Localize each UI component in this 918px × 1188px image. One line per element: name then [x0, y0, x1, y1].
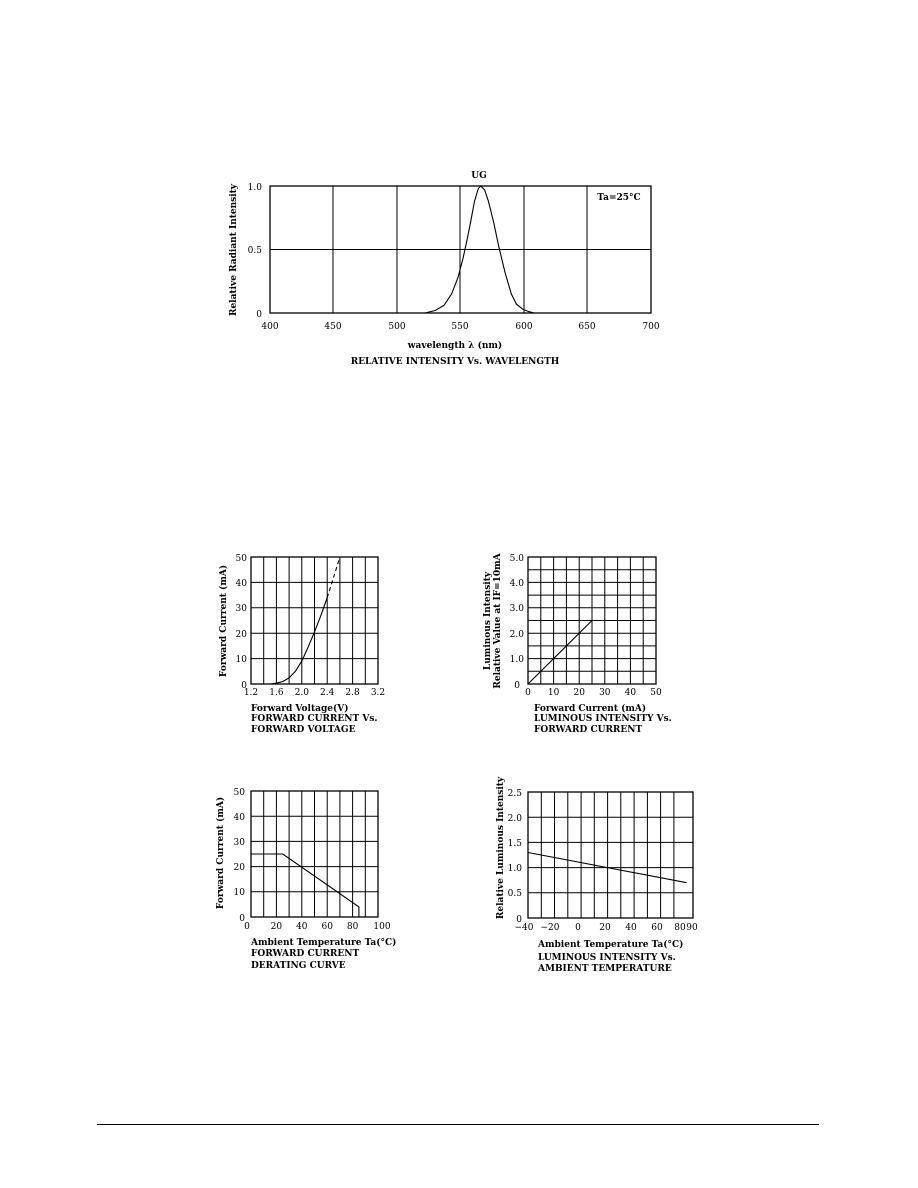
spectrum-grid	[270, 186, 651, 313]
x-tick-label: 1.6	[269, 688, 284, 698]
x-axis-label: Ambient Temperature Ta(°C)	[251, 938, 397, 948]
x-tick-label: 650	[578, 322, 596, 332]
x-tick-label: 700	[642, 322, 660, 332]
x-tick-label: 500	[388, 322, 406, 332]
y-tick-label: 2.0	[507, 814, 522, 824]
x-tick-label: 2.4	[320, 688, 335, 698]
y-tick-label: 1.0	[509, 655, 524, 665]
y-tick-label: 0	[256, 310, 262, 320]
chart-caption: AMBIENT TEMPERATURE	[538, 964, 672, 974]
x-tick-label: 3.2	[370, 688, 386, 698]
chart-caption: FORWARD CURRENT Vs.	[251, 714, 378, 724]
y-tick-label: 4.0	[509, 579, 524, 589]
y-tick-label: 10	[235, 655, 247, 665]
y-tick-label: 30	[233, 838, 245, 848]
x-tick-label: −20	[540, 923, 560, 933]
li-current-line	[528, 621, 592, 685]
derating-line	[251, 854, 359, 917]
footer-rule	[97, 1124, 819, 1125]
x-axis-label: Forward Voltage(V)	[251, 704, 349, 714]
y-tick-label: 0.5	[507, 889, 522, 899]
x-tick-label: 2.8	[345, 688, 360, 698]
chart-caption: DERATING CURVE	[251, 961, 346, 971]
x-tick-label: −40	[514, 923, 534, 933]
x-tick-label: 50	[650, 688, 662, 698]
x-axis-label: Forward Current (mA)	[534, 704, 647, 714]
y-tick-label: 1.0	[507, 864, 522, 874]
x-tick-label: 80	[674, 923, 686, 933]
derating-chart	[215, 788, 396, 971]
x-tick-label: 80	[346, 922, 359, 932]
y-tick-label: 50	[235, 554, 247, 564]
y-tick-label: 2.0	[509, 630, 524, 640]
x-tick-label: 1.2	[243, 688, 259, 698]
iv-grid	[251, 557, 378, 684]
x-tick-label: 30	[599, 688, 611, 698]
x-tick-label: 20	[599, 923, 611, 933]
chart-caption: FORWARD CURRENT	[251, 949, 360, 959]
x-tick-label: 0	[525, 688, 531, 698]
y-tick-label: 20	[233, 863, 245, 873]
x-tick-label: 40	[296, 922, 308, 932]
chart-title: UG	[471, 171, 487, 181]
y-axis-label: Relative Radiant Intensity	[229, 183, 239, 317]
chart-caption: RELATIVE INTENSITY Vs. WAVELENGTH	[350, 357, 560, 367]
y-tick-label: 0.5	[247, 246, 262, 256]
y-tick-label: 0	[514, 681, 520, 691]
y-axis-label: Forward Current (mA)	[219, 564, 229, 678]
chart-caption: LUMINOUS INTENSITY Vs.	[534, 714, 672, 724]
x-tick-label: 550	[451, 322, 469, 332]
x-tick-label: 20	[573, 688, 585, 698]
x-axis-label: wavelength λ (nm)	[407, 341, 503, 351]
y-tick-label: 0	[241, 681, 247, 691]
x-tick-label: 60	[651, 923, 663, 933]
chart-caption: FORWARD CURRENT	[534, 725, 643, 735]
y-tick-label: 40	[235, 579, 247, 589]
y-tick-label: 40	[233, 813, 245, 823]
x-tick-label: 400	[261, 322, 279, 332]
y-tick-label: 0	[239, 914, 245, 924]
x-tick-label: 600	[515, 322, 533, 332]
y-tick-label: 2.5	[507, 789, 522, 799]
y-tick-label: 5.0	[509, 554, 524, 564]
ambient-annotation: Ta=25°C	[597, 193, 641, 203]
li-temperature-chart	[496, 776, 698, 974]
x-tick-label: 20	[270, 922, 283, 932]
spectrum-chart	[229, 171, 660, 367]
plot-frame	[528, 792, 693, 918]
li-temperature-grid	[528, 792, 693, 918]
y-tick-label: 10	[233, 888, 245, 898]
x-tick-label: 0	[244, 922, 250, 932]
x-tick-label: 40	[624, 688, 637, 698]
y-axis-label: Relative Luminous Intensity	[496, 776, 506, 920]
y-tick-label: 0	[516, 915, 522, 925]
x-tick-label: 10	[547, 688, 560, 698]
y-tick-label: 1.5	[507, 839, 522, 849]
y-axis-label: Relative Value at IF=10mA	[493, 553, 503, 689]
iv-chart	[218, 554, 385, 735]
x-tick-label: 0	[575, 923, 581, 933]
x-tick-label: 60	[321, 922, 333, 932]
x-tick-label: 450	[324, 322, 342, 332]
y-tick-label: 30	[235, 604, 247, 614]
iv-curve	[270, 598, 327, 684]
x-tick-label: 100	[373, 922, 391, 932]
chart-caption: LUMINOUS INTENSITY Vs.	[538, 953, 676, 963]
y-axis-label: Luminous Intensity	[483, 571, 493, 671]
x-axis-label: Ambient Temperature Ta(°C)	[538, 940, 684, 950]
y-tick-label: 3.0	[509, 604, 524, 614]
y-tick-label: 1.0	[247, 183, 262, 193]
y-tick-label: 50	[233, 788, 245, 798]
y-axis-label: Forward Current (mA)	[216, 796, 226, 910]
x-tick-label: 2.0	[294, 688, 309, 698]
iv-curve-dashed	[327, 557, 340, 598]
x-tick-label: 40	[625, 923, 637, 933]
y-tick-label: 20	[235, 630, 247, 640]
li-current-chart	[483, 552, 672, 735]
chart-caption: FORWARD VOLTAGE	[251, 725, 356, 735]
x-tick-label: 90	[686, 923, 698, 933]
